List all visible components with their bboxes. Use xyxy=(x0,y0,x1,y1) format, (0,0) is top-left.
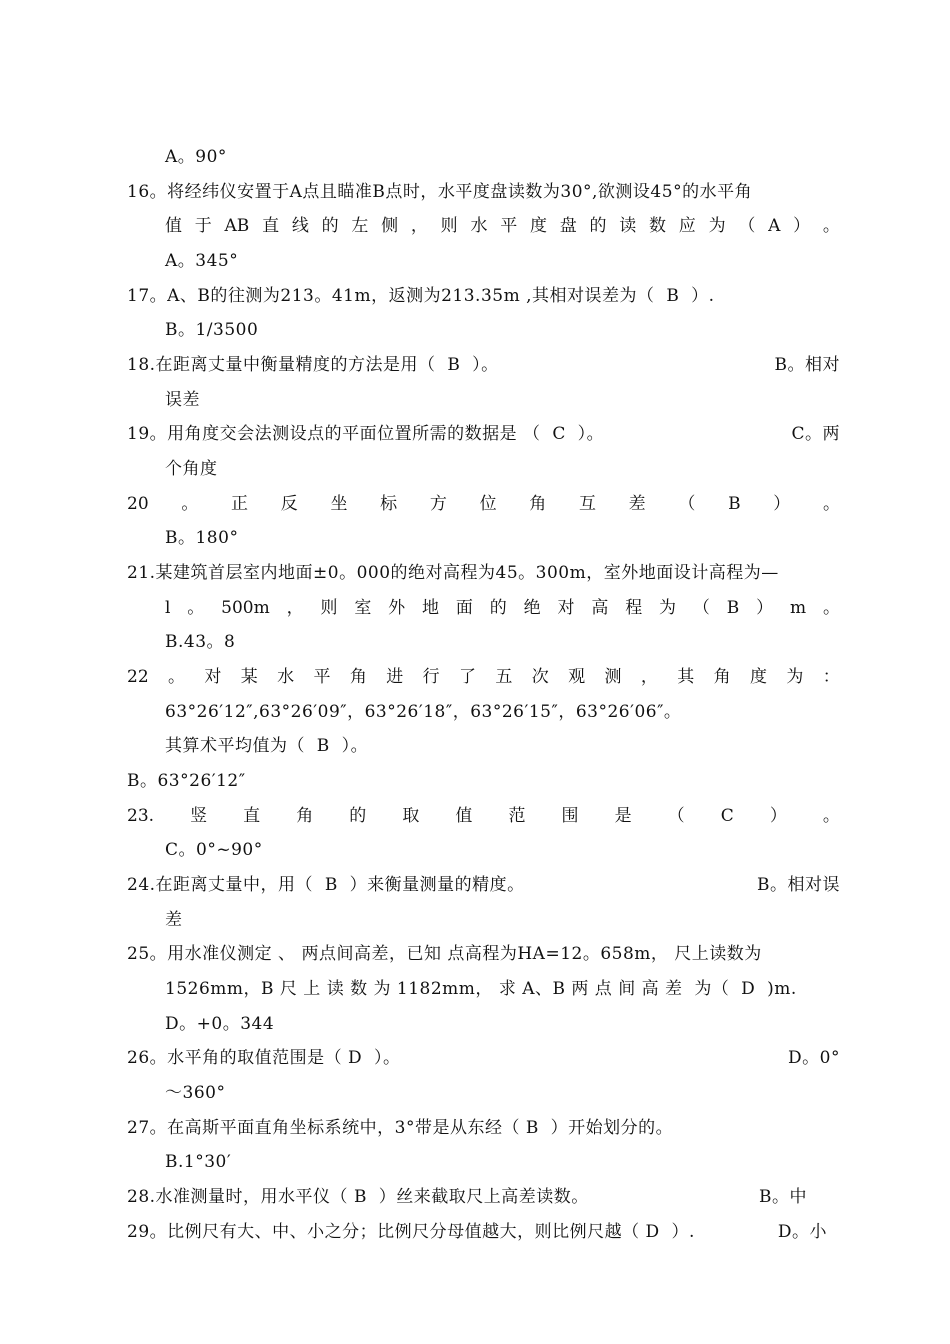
answer-line: A。90° xyxy=(165,147,227,167)
text-token: 对 xyxy=(557,598,575,618)
text-token: （ xyxy=(678,494,696,514)
text-token: 取 xyxy=(402,806,420,826)
text-token: 差 xyxy=(628,494,646,514)
question-line xyxy=(127,419,840,449)
text-token: 方 xyxy=(429,494,447,514)
text-token: 。 xyxy=(822,598,840,618)
text-token: 正 xyxy=(231,494,249,514)
text-token: 。 xyxy=(181,494,199,514)
text-token: 行 xyxy=(422,667,440,687)
text-token: 为 xyxy=(708,216,726,236)
text-token: 角 xyxy=(349,667,367,687)
text-token: 其 xyxy=(677,667,695,687)
text-token: 互 xyxy=(578,494,596,514)
text-token: m xyxy=(789,598,807,618)
question-line xyxy=(165,211,840,241)
text-token: 读 xyxy=(619,216,637,236)
text-token: 数 xyxy=(649,216,667,236)
question-line: 17。A、B的往测为213。41m，返测为213.35m ,其相对误差为（ B ）. xyxy=(127,286,715,306)
answer-text: B。相对误 xyxy=(757,875,840,895)
question-line: 27。在高斯平面直角坐标系统中，3°带是从东经（ B ）开始划分的。 xyxy=(127,1118,674,1138)
question-line xyxy=(165,593,840,623)
question-line xyxy=(127,870,840,900)
text-token: ） xyxy=(769,806,787,826)
text-token: 。 xyxy=(822,216,840,236)
text-token: ， xyxy=(286,598,304,618)
answer-text: D。小 xyxy=(777,1222,827,1242)
text-token: 范 xyxy=(508,806,526,826)
text-token: AB xyxy=(224,216,250,236)
text-token: 的 xyxy=(489,598,507,618)
text-token: ） xyxy=(756,598,774,618)
text-token: 是 xyxy=(614,806,632,826)
answer-line: B.1°30′ xyxy=(165,1152,232,1172)
text-token: 22 xyxy=(127,667,149,687)
text-token: ， xyxy=(410,216,428,236)
text-token: 20 xyxy=(127,494,149,514)
question-line xyxy=(127,489,840,519)
text-token: 左 xyxy=(351,216,369,236)
text-token: ） xyxy=(793,216,811,236)
text-token: 高 xyxy=(591,598,609,618)
answer-line: B。63°26′12″ xyxy=(127,771,246,791)
text-token: 竖 xyxy=(190,806,208,826)
text-token: （ xyxy=(667,806,685,826)
text-token: 。 xyxy=(168,667,186,687)
text-token: ， xyxy=(640,667,658,687)
text-token: 为 xyxy=(786,667,804,687)
text-token: 观 xyxy=(568,667,586,687)
question-line xyxy=(127,1182,807,1212)
text-token: 对 xyxy=(204,667,222,687)
question-text: 28.水准测量时，用水平仪（ B ）丝来截取尺上高差读数。 xyxy=(127,1187,589,1207)
text-token: 了 xyxy=(459,667,477,687)
text-token: 的 xyxy=(349,806,367,826)
text-token: 盘 xyxy=(559,216,577,236)
text-token: 平 xyxy=(313,667,331,687)
answer-line: 误差 xyxy=(165,390,200,410)
question-line: 21.某建筑首层室内地面±0。000的绝对高程为45。300m，室外地面设计高程为— xyxy=(127,563,779,583)
text-token: 角 xyxy=(713,667,731,687)
text-token: 角 xyxy=(296,806,314,826)
text-token: 位 xyxy=(479,494,497,514)
text-token: 。 xyxy=(187,598,205,618)
question-line xyxy=(127,1217,827,1247)
text-token: B xyxy=(728,494,741,514)
answer-line: B。1/3500 xyxy=(165,320,259,340)
text-token: 线 xyxy=(291,216,309,236)
text-token: 外 xyxy=(388,598,406,618)
answer-text: B。相对 xyxy=(774,355,840,375)
text-token: 绝 xyxy=(523,598,541,618)
text-token: 。 xyxy=(822,806,840,826)
text-token: 测 xyxy=(604,667,622,687)
answer-line: D。+0。344 xyxy=(165,1014,275,1034)
answer-text: D。0° xyxy=(788,1048,840,1068)
answer-line: A。345° xyxy=(165,251,239,271)
text-token: 角 xyxy=(529,494,547,514)
question-text: 29。比例尺有大、中、小之分；比例尺分母值越大，则比例尺越（ D ）. xyxy=(127,1222,695,1242)
text-token: 则 xyxy=(320,598,338,618)
text-token: 侧 xyxy=(381,216,399,236)
question-line xyxy=(127,1043,840,1073)
text-token: （ xyxy=(692,598,710,618)
question-line xyxy=(127,662,840,692)
text-token: 地 xyxy=(422,598,440,618)
answer-line: B.43。8 xyxy=(165,632,236,652)
answer-text: B。中 xyxy=(759,1187,807,1207)
text-token: C xyxy=(720,806,734,826)
text-token: 500m xyxy=(221,598,270,618)
text-token: 度 xyxy=(750,667,768,687)
text-token: 23. xyxy=(127,806,155,826)
text-token: 度 xyxy=(529,216,547,236)
answer-text: C。两 xyxy=(791,424,840,444)
question-line: 其算术平均值为（ B ）。 xyxy=(165,736,369,756)
text-token: 于 xyxy=(194,216,212,236)
text-token: 程 xyxy=(625,598,643,618)
question-line: 16。将经纬仪安置于A点且瞄准B点时，水平度盘读数为30°,欲测设45°的水平角 xyxy=(127,182,753,202)
text-token: 为 xyxy=(659,598,677,618)
text-token: 面 xyxy=(455,598,473,618)
text-token: 的 xyxy=(589,216,607,236)
text-token: 室 xyxy=(354,598,372,618)
text-token: 某 xyxy=(240,667,258,687)
text-token: 值 xyxy=(165,216,182,236)
text-token: B xyxy=(726,598,740,618)
answer-line: B。180° xyxy=(165,528,239,548)
text-token: A xyxy=(768,216,781,236)
question-text: 26。水平角的取值范围是（ D ）。 xyxy=(127,1048,401,1068)
text-token: 平 xyxy=(500,216,518,236)
question-line: 63°26′12″,63°26′09″，63°26′18″，63°26′15″，63°26′06″。 xyxy=(165,702,682,722)
text-token: 五 xyxy=(495,667,513,687)
text-token: 。 xyxy=(822,494,840,514)
text-token: 进 xyxy=(386,667,404,687)
text-token: 则 xyxy=(440,216,458,236)
text-token: ） xyxy=(773,494,791,514)
question-line: 1526mm，B 尺 上 读 数 为 1182mm， 求 A、B 两 点 间 高 差 为（ D )m. xyxy=(165,979,797,999)
question-text: 24.在距离丈量中，用（ B ）来衡量测量的精度。 xyxy=(127,875,525,895)
text-token: 直 xyxy=(262,216,280,236)
text-token: （ xyxy=(738,216,756,236)
text-token: 标 xyxy=(380,494,398,514)
text-token: 水 xyxy=(470,216,488,236)
text-token: 水 xyxy=(277,667,295,687)
question-text: 19。用角度交会法测设点的平面位置所需的数据是 （ C ）。 xyxy=(127,424,605,444)
text-token: 直 xyxy=(243,806,261,826)
text-token: 反 xyxy=(280,494,298,514)
question-line: 25。用水准仪测定 、 两点间高差，已知 点高程为HA=12。658m， 尺上读数为 xyxy=(127,944,762,964)
answer-line: C。0°~90° xyxy=(165,840,263,860)
text-token: ： xyxy=(822,667,840,687)
answer-line: ～360° xyxy=(165,1083,226,1103)
text-token: 次 xyxy=(531,667,549,687)
answer-line: 差 xyxy=(165,910,183,930)
text-token: 围 xyxy=(561,806,579,826)
answer-line: 个角度 xyxy=(165,459,218,479)
question-line xyxy=(127,801,840,831)
question-line xyxy=(127,350,840,380)
text-token: 应 xyxy=(678,216,696,236)
question-text: 18.在距离丈量中衡量精度的方法是用（ B ）。 xyxy=(127,355,499,375)
text-token: l xyxy=(165,598,171,618)
text-token: 的 xyxy=(321,216,339,236)
text-token: 值 xyxy=(455,806,473,826)
text-token: 坐 xyxy=(330,494,348,514)
